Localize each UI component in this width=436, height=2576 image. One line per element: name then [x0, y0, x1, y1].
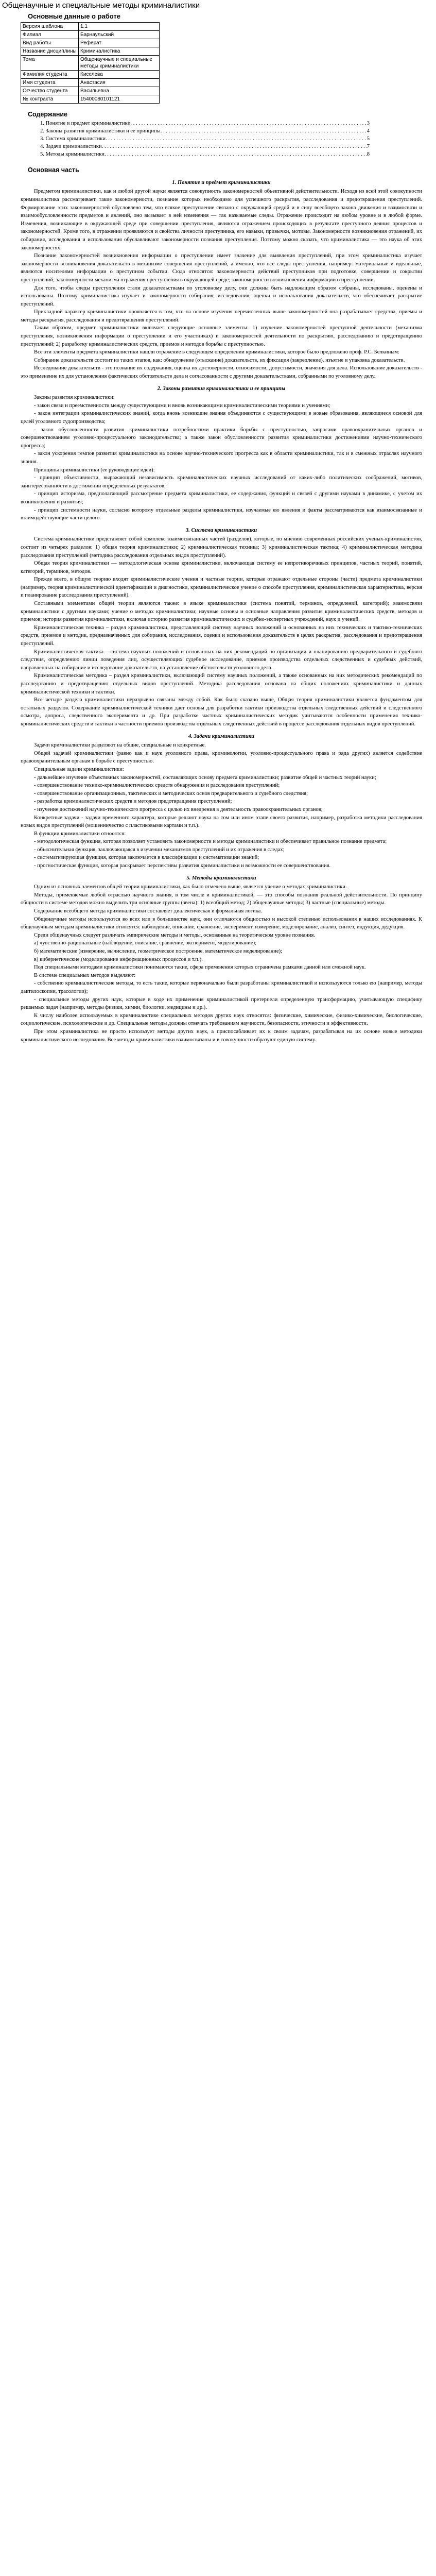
paragraph: а) чувственно-рациональные (наблюдение, описание, сравнение, эксперимент, моделирование); — [34, 940, 257, 946]
paragraph: Общей задачей криминалистики (равно как и наук уголовного права, криминологии, уголовно-процессуального права и ряда других) является содействие правоохранительным органам в борьбе с преступностью. — [21, 750, 422, 765]
info-key: Филиал — [21, 30, 79, 39]
info-key: Отчество студента — [21, 87, 79, 95]
toc-page: 7 — [367, 144, 370, 150]
paragraph: - систематизирующая функция, которая заключается в классификации и систематизации знаний; — [34, 855, 259, 861]
paragraph: - закон обусловленности развития криминалистики потребностями практики борьбы с преступностью, запросами правоохранительных органов и совершенствованием уголовно-процессуального законодательства; а также закон обусловленности развития криминалистики достижениями научно-технического прогресса; — [21, 427, 422, 449]
paragraph: Криминалистическая тактика – система научных положений и основанных на них рекомендаций по организации и планированию предварительного и судебного следствия, определению линии поведения лиц, осуществляющих судебное исследование, приемов производства отдельных следственных и судебных действий, направленных на собирание и исследование доказательств, на установление обстоятельств уголовного дела. — [21, 649, 422, 671]
paragraph: При этом криминалистика не просто использует методы других наук, а приспосабливает их к своим задачам, разрабатывая на их основе новые методики криминалистического исследования. Все методы криминалистики взаимосвязаны и в совокупности образуют единую систему. — [21, 1028, 422, 1043]
sections — [21, 179, 422, 1044]
toc-item[interactable] — [40, 120, 370, 127]
info-key: Фамилия студента — [21, 70, 79, 78]
info-key: Вид работы — [21, 39, 79, 47]
info-value: 1.1 — [79, 22, 160, 30]
paragraph: Задачи криминалистики разделяют на общие, специальные и конкретные. — [34, 742, 206, 749]
info-value: 15400080101121 — [79, 95, 160, 103]
paragraph: - принцип объективности, выражающий независимость криминалистических научных исследований от каких-либо политических соображений, мотивов, заинтересованности в достижении определенных результатов; — [21, 475, 422, 489]
paragraph: - собственно криминалистические методы, то есть такие, которые первоначально были разработаны криминалистикой и используются только ею (например, методы дактилоскопии, трасологии); — [21, 980, 422, 994]
paragraph: Для того, чтобы следы преступления стали доказательствами по уголовному делу, они должны быть надлежащим образом собраны, исследованы, оценены и использованы. Поэтому криминалистика изучает и закономерности собирания, исследования, оценки и использования доказательств, что обеспечивает раскрытие преступлений. — [21, 285, 422, 307]
toc-leader — [161, 127, 367, 135]
section-title: 4. Задачи криминалистики — [188, 733, 255, 739]
paragraph: Все четыре раздела криминалистики неразрывно связаны между собой. Как было сказано выше, Общая теория криминалистики является фундаментом для остальных разделов. Содержание криминалистической техники дает основы для разработки тактики производства отдельных следственных действий и следственного осмотра, допроса, следственного эксперимента и др. При разработке частных криминалистических методик учитываются особенности применения технико-криминалистических средств и тактики в частности приемов производства отдельных следственных действий в процессе расследования отдельных видов преступлений. — [21, 697, 422, 727]
toc-heading: Содержание — [28, 110, 68, 118]
info-row — [21, 95, 160, 103]
paragraph: Таким образом, предмет криминалистики включает следующие основные элементы: 1) изучение закономерностей преступной деятельности (механизма преступления, возникновения информации о преступлении и его участниках) и закономерностей деятельности по раскрытию, расследованию и предотвращению преступлений; 2) разработку криминалистических средств, приемов и методов борьбы с преступностью. — [21, 325, 422, 347]
toc-label: 1. Понятие и предмет криминалистики — [40, 121, 131, 127]
info-key: Имя студента — [21, 78, 79, 87]
info-value: Васильевна — [79, 87, 160, 95]
paragraph: Содержание всеобщего метода криминалистики составляет диалектическая и формальная логика. — [34, 908, 262, 914]
paragraph: Предметом криминалистики, как и любой другой науки является совокупность закономерностей объективной действительности. Исходя из всей этой совокупности криминалистика рассматривает такие закономерности, познание которых необходимо для успешного раскрытия, расследования и предотвращения преступлений. Формирование этих закономерностей обусловлено тем, что всякое преступление связано с окружающей средой и в силу всеобщего закона движения и взаимосвязи и взаимообусловленности предметов и явлений, оно вызывает в ней изменения — так называемые следы. Отражение происходит на любом уровне и в любой форме. Изменения, возникающие в окружающей среде при совершении преступления, являются отражением происходящих в результате преступного деяния процессов и закономерностей. Кроме того, в отражении проявляются и свойства личности преступника, его навыки, привычки, мотивы. Закономерности возникновения отражений, их собирания, исследования и использования обуславливают закономерности познания преступления. Поэтому можно сказать, что криминалистика — это наука об этих закономерностях. — [21, 189, 422, 251]
section-title: 3. Система криминалистики — [185, 527, 257, 533]
paragraph: Прикладной характер криминалистики проявляется в том, что на основе изучения перечисленных выше закономерностей она разрабатывает средства, приемы и методы раскрытия, расследования и предотвращения преступлений. — [21, 309, 422, 323]
paragraph: - дальнейшее изучение объективных закономерностей, составляющих основу предмета криминалистики; развитие общей и частных теорий науки; — [34, 774, 376, 781]
section — [21, 874, 422, 1044]
info-key: № контракта — [21, 95, 79, 103]
section — [21, 527, 422, 728]
toc-label: 4. Задачи криминалистики — [40, 144, 102, 150]
paragraph: Криминалистическая техника – раздел криминалистики, представляющий систему научных положений и основанных на них технических и тактико-технических средств, приемов и методик, предназначенных для собирания, исследования, оценки и использования доказательств в целях раскрытия, расследования и предотвращения преступлений. — [21, 624, 422, 647]
toc-label: 3. Система криминалистики — [40, 136, 106, 142]
paragraph: - методологическая функция, которая позволяет установить закономерности и методы криминалистики и обеспечивает правильное познание предмета; — [34, 839, 387, 845]
section-title: 2. Законы развития криминалистики и ее принципы — [157, 385, 286, 392]
info-row — [21, 87, 160, 95]
document-title: Общенаучные и специальные методы криминалистики — [2, 1, 200, 10]
paragraph: Общенаучные методы используются во всех или в большинстве наук, они отличаются общностью и высокой степенью использования в наших исследованиях. К общенаучным методам криминалистики относятся: наблюдение, описание, сравнение, эксперимент, измерение, моделирование, анализ, синтез, индукция, дедукция. — [21, 916, 422, 930]
paragraph: Общая теория криминалистики — методологическая основа криминалистики, включающая систему ее непротиворечивых принципов, частных теорий, понятий, категорий, терминов, методов. — [21, 561, 422, 574]
info-row — [21, 78, 160, 87]
paragraph: К числу наиболее используемых в криминалистике специальных методов других наук относятся: физические, химические, физико-химические, биологические, социологические, психологические и др. Специальные методы должны отвечать требованиям научности, безопасности, этичности и эффективности. — [21, 1012, 422, 1027]
toc-item[interactable] — [40, 150, 370, 158]
info-row — [21, 22, 160, 30]
paragraph: Система криминалистики представляет собой комплекс взаимосвязанных частей (разделов), которые, по мнению современных российских ученых-криминалистов, состоит из четырех разделов: 1) общая теория криминалистики; 2) криминалистическая техника; 3) криминалистическая тактика; 4) криминалистическая методика расследования преступлений (методика расследования отдельных видов преступлений). — [21, 536, 422, 558]
paragraph: - прогностическая функция, которая раскрывает перспективы развития криминалистики и возможности ее совершенствования. — [34, 863, 331, 869]
paragraph: Одним из основных элементов общей теории криминалистики, как было отмечено выше, является учение о методах криминалистики. — [34, 884, 347, 890]
paragraph: Составными элементами общей теории являются также: в языке криминалистики (система понятий, терминов, определений, категорий); взаимосвязи криминалистики с другими науками; учение о методах криминалистики; научные основы и основные направления развития криминалистических средств, методов и приемов; история развития криминалистики, включая историю развития криминалистических и судебно-экспертных учреждений, наук и учений. — [21, 601, 422, 623]
info-value: Киселева — [79, 70, 160, 78]
info-key: Тема — [21, 55, 79, 70]
toc-label: 5. Методы криминалистики — [40, 151, 104, 158]
paragraph: - закон интеграции криминалистических знаний, когда вновь возникшие знания объединяются с существующими в новые образования, являющиеся основой для целей уголовного судопроизводства; — [21, 411, 422, 425]
info-heading: Основные данные о работе — [28, 12, 121, 20]
paragraph: - совершенствование технико-криминалистических средств обнаружения и расследования преступлений; — [34, 783, 280, 789]
toc-page: 5 — [367, 136, 370, 142]
info-value: Криминалистика — [79, 47, 160, 55]
paragraph: Все эти элементы предмета криминалистики нашли отражение в следующем определении криминалистики, которое было предложено проф. Р.С. Белкиным: — [34, 349, 400, 355]
toc-item[interactable] — [40, 143, 370, 150]
toc-leader — [130, 120, 367, 127]
info-key: Название дисциплины — [21, 47, 79, 55]
toc-page: 3 — [367, 121, 370, 127]
paragraph: - изучение достижений научно-технического прогресса с целью их внедрения в деятельность правоохранительных органов; — [34, 806, 323, 812]
toc-item[interactable] — [40, 127, 370, 135]
paragraph: - объяснительная функция, заключающаяся в изучении механизмов преступлений и их отражения в следах; — [34, 846, 285, 853]
paragraph: В функции криминалистики относятся: — [34, 831, 126, 837]
paragraph: - закон связи и преемственности между существующими и вновь возникающими криминалистическими теориями и учениями; — [34, 402, 330, 409]
paragraph: - принцип историзма, предполагающий рассмотрение предмета криминалистики, ее содержания, функций и связей с другими науками в динамике, с учетом их возникновения и развития; — [21, 491, 422, 505]
paragraph: Конкретные задачи - задачи временного характера, которые решают наука на том или ином этапе своего развития, например, разработка методики расследования новых видов преступлений (мошенничество с пластиковыми картами и т.п.). — [21, 815, 422, 829]
toc-label: 2. Законы развития криминалистики и ее принципы — [40, 128, 161, 134]
paragraph: В системе специальных методов выделяют: — [34, 972, 136, 978]
paragraph: Среди общенаучных следует различать эмпирические методы и методы, основанные на теоретическом уровне познания. — [34, 932, 316, 938]
document-page — [21, 11, 422, 2576]
paragraph: Под специальными методами криминалистики понимаются такие, сфера применения которых ограничена рамками данной или смежной наук. — [34, 964, 366, 971]
paragraph: - совершенствование организационных, тактических и методических основ предварительного и судебного следствия; — [34, 790, 308, 796]
info-value: Реферат — [79, 39, 160, 47]
paragraph: Специальные задачи криминалистики: — [34, 766, 124, 772]
toc-leader — [106, 135, 367, 143]
section — [21, 385, 422, 522]
section — [21, 179, 422, 381]
paragraph: Законы развития криминалистики: — [34, 395, 115, 401]
info-value: Общенаучные и специальные методы криминалистики — [79, 55, 160, 70]
info-value: Барнаульский — [79, 30, 160, 39]
paragraph: Методы, применяемые любой отраслью научного знания, в том числе и криминалистикой, — это способы познания реальной действительности. По принципу общности в системе методов можно выделить три основные группы (звена): 1) всеобщий метод; 2) общенаучные методы; 3) частные (специальные) методы. — [21, 892, 422, 906]
section-title: 1. Понятие и предмет криминалистики — [172, 179, 271, 185]
paragraph: - специальные методы других наук, которые в ходе их применения криминалистикой претерпели определенную трансформацию, учитывающую специфику решаемых задач (например, методы физики, химии, биологии, медицины и др.). — [21, 996, 422, 1011]
toc-item[interactable] — [40, 135, 370, 143]
paragraph: - разработка криминалистических средств и методов предотвращения преступлений; — [34, 799, 232, 805]
paragraph: в) кибернетические (моделирование информационных процессов и т.п.). — [34, 956, 203, 962]
main-section-heading: Основная часть — [28, 166, 79, 174]
info-row — [21, 47, 160, 55]
paragraph: Криминалистическая методика – раздел криминалистики, включающий систему научных положений, а также основанных на них методических рекомендаций по расследованию и предотвращению отдельных видов преступлений. Методика расследования основана на общих положениях криминалистики и данных криминалистической техники и тактики. — [21, 673, 422, 695]
info-row — [21, 70, 160, 78]
section-title: 5. Методы криминалистики — [186, 875, 256, 881]
info-row — [21, 55, 160, 70]
paragraph: Собирание доказательств состоит из таких этапов, как: обнаружение (отыскание) доказательств, их фиксация (закрепление), изъятие и упаковка доказательств. — [34, 357, 405, 363]
paragraph: Познание закономерностей возникновения информации о преступлении имеет значение для выявления преступлений, при этом криминалистика изучает закономерности возникновения доказательств в механизме совершения преступлений, а именно, что все следы преступления, например: материальные и идеальные, являются носителями информации о преступном событии. Сюда относятся: закономерности действий преступников при подготовке, совершении и сокрытии преступлений; закономерности механизма отражения преступления в окружающей среде; закономерности возникновения информации о преступлении. — [21, 253, 422, 283]
paragraph: Принципы криминалистики (ее руководящие идеи): — [34, 467, 155, 473]
toc-page: 4 — [367, 128, 370, 134]
info-table — [21, 22, 160, 104]
toc-leader — [102, 143, 367, 150]
section — [21, 733, 422, 870]
toc-page: 8 — [367, 151, 370, 158]
toc-leader — [104, 150, 367, 158]
paragraph: Прежде всего, в общую теорию входят криминалистические учения и частные теории, которые отражают отдельные стороны (части) предмета криминалистики (например, теория криминалистической идентификации и диагностики, криминалистическое учение о способе преступления, криминалистическая характеристика, версия и планирование расследования преступлений). — [21, 577, 422, 599]
paragraph: - принцип системности науки, согласно которому отдельные разделы криминалистики, изучаемые ею явления и факты рассматриваются как взаимосвязанные и взаимодействующие части целого. — [21, 507, 422, 521]
paragraph: б) математические (измерение, вычисление, геометрическое построение, математическое моделирование); — [34, 948, 283, 954]
table-of-contents — [40, 120, 370, 158]
info-key: Версия шаблона — [21, 22, 79, 30]
paragraph: - закон ускорения темпов развития криминалистики на основе научно-технического прогресса как в области криминалистики, так и в смежных отраслях научного знания. — [21, 451, 422, 465]
paragraph: Исследование доказательств - это познание их содержания, оценка их достоверности, относимости, допустимости, значения для дела. Использование доказательств - это применение их для установления фактических обстоятельств дела и согласованности с другими доказательствами, собранными по уголовному делу. — [21, 365, 422, 380]
info-row — [21, 30, 160, 39]
info-row — [21, 39, 160, 47]
info-value: Анастасия — [79, 78, 160, 87]
